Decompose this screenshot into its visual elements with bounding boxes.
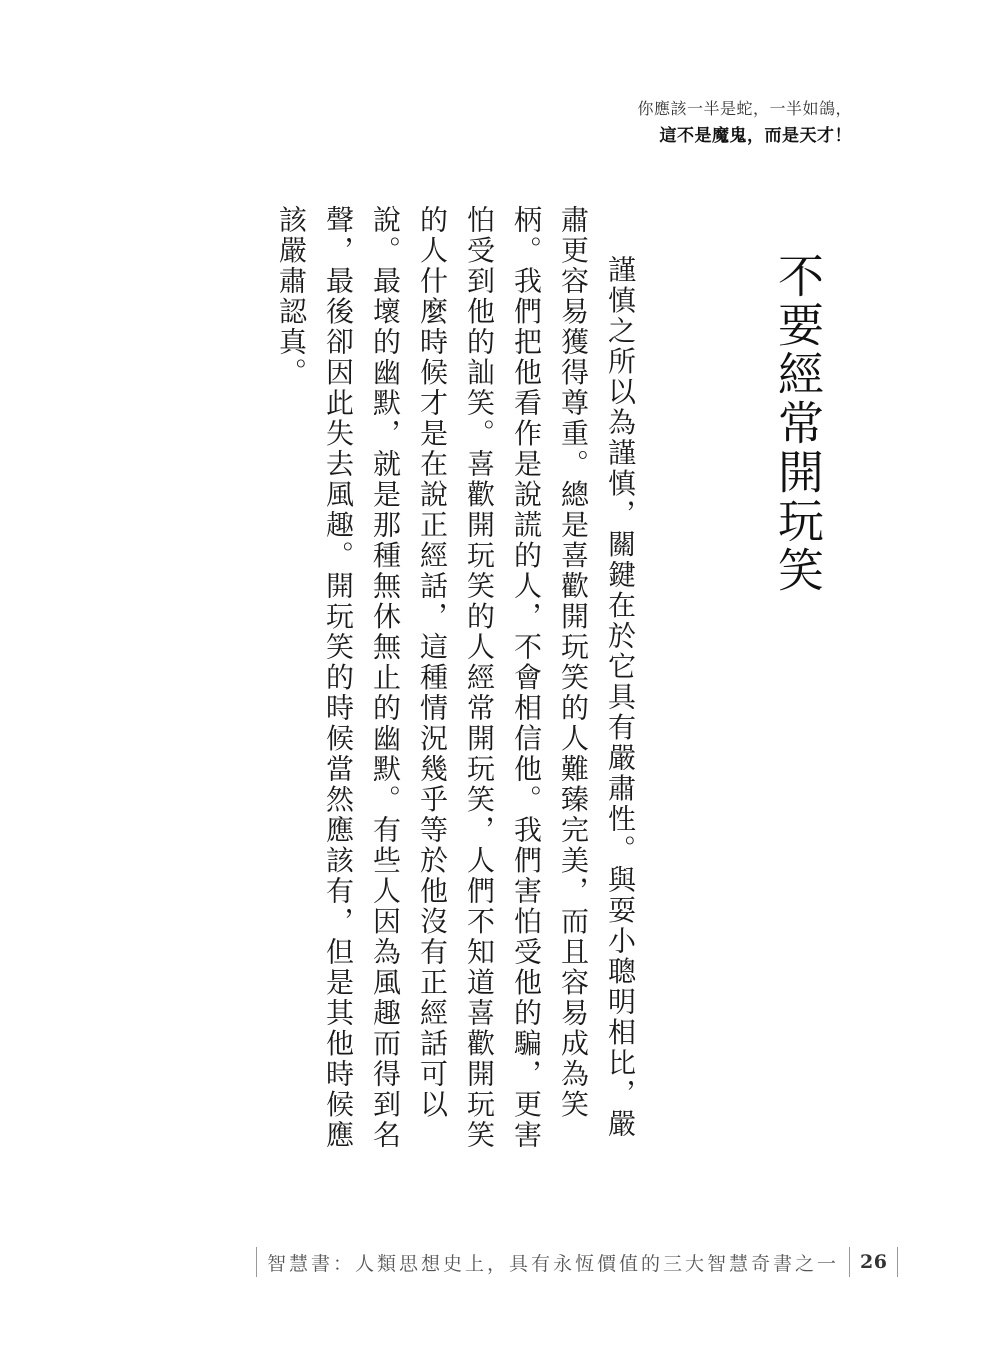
body-paragraph: 謹慎之所以為謹慎，關鍵在於它具有嚴肅性。與耍小聰明相比，嚴肅更容易獲得尊重。總是喜歡開玩笑的人難臻完美，而且容易成為笑柄。我們把他看作是說謊的人，不會相信他。我們害怕受他的騙，更害怕受到他的訕笑。喜歡開玩笑的人經常開玩笑，人們不知道喜歡開玩笑的人什麼時候才是在說正經話，這種情況幾乎等於他沒有正經話可以說。最壞的幽默，就是那種無休無止的幽默。有些人因為風趣而得到名聲，最後卻因此失去風趣。開玩笑的時候當然應該有，但是其他時候應該嚴肅認真。 xyxy=(275,205,637,1151)
header-line-1: 你應該一半是蛇，一半如鴿， xyxy=(637,99,852,118)
header-line-2: 這不是魔鬼，而是天才！ xyxy=(659,126,852,146)
footer-book-title: 智慧書：人類思想史上，具有永恆價值的三大智慧奇書之一 xyxy=(267,1252,840,1275)
footer-divider-right xyxy=(897,1247,898,1277)
body-text xyxy=(275,205,644,1165)
page-number: 26 xyxy=(860,1251,888,1273)
chapter-title: 不要經常開玩笑 xyxy=(771,252,825,595)
running-header xyxy=(637,96,852,150)
page-footer xyxy=(256,1246,898,1278)
